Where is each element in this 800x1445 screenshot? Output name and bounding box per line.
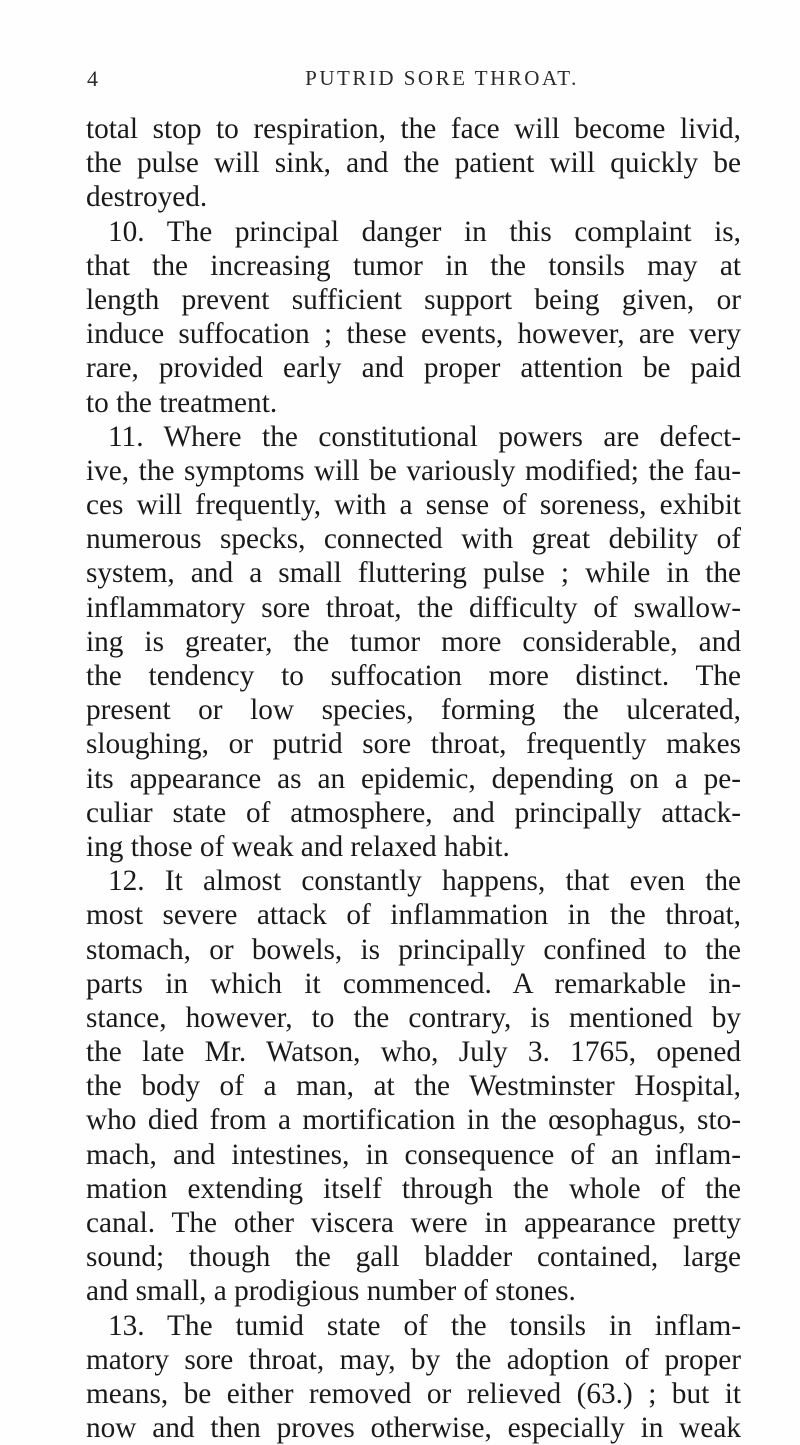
text-line: mach, and intestines, in consequence of an inflam-: [86, 1138, 741, 1171]
text-line: its appearance as an epidemic, depending on a pe-: [86, 762, 741, 795]
text-line: induce suffocation ; these events, however, are very: [86, 318, 741, 351]
text-line: the late Mr. Watson, who, July 3. 1765, opened: [86, 1036, 741, 1069]
text-line: total stop to respiration, the face will become livid,: [86, 113, 741, 145]
text-line: present or low species, forming the ulcerated,: [86, 694, 741, 727]
text-line: matory sore throat, may, by the adoption of proper: [86, 1343, 741, 1376]
text-line: most severe attack of inflammation in the throat,: [86, 899, 741, 932]
text-line: to the treatment.: [86, 386, 278, 419]
text-line: 12. It almost constantly happens, that even the: [108, 865, 741, 898]
text-line: 11. Where the constitutional powers are defect-: [108, 420, 741, 453]
text-line: now and then proves otherwise, especially in weak: [86, 1412, 741, 1445]
page-number: 4: [87, 66, 100, 91]
text-line: the body of a man, at the Westminster Hospital,: [86, 1070, 741, 1103]
text-line: inflammatory sore throat, the difficulty of swallow-: [86, 591, 741, 624]
text-line: culiar state of atmosphere, and principally attack-: [86, 796, 741, 829]
text-line: ing is greater, the tumor more considerable, and: [86, 625, 741, 658]
running-title: PUTRID SORE THROAT.: [305, 66, 579, 90]
body-text: [86, 112, 741, 1445]
text-line: 10. The principal danger in this complaint is,: [108, 215, 741, 248]
text-line: ing those of weak and relaxed habit.: [86, 830, 510, 863]
text-line: ces will frequently, with a sense of soreness, exhibit: [86, 489, 741, 522]
text-line: the pulse will sink, and the patient will quickly be: [86, 147, 741, 180]
text-line: canal. The other viscera were in appearance pretty: [86, 1207, 741, 1239]
text-line: stomach, or bowels, is principally confined to the: [86, 933, 741, 966]
text-line: sloughing, or putrid sore throat, frequently makes: [86, 728, 741, 761]
text-line: and small, a prodigious number of stones.: [86, 1275, 576, 1308]
text-line: destroyed.: [86, 181, 208, 214]
text-line: the tendency to suffocation more distinct. The: [86, 660, 741, 692]
text-line: means, be either removed or relieved (63.) ; but it: [86, 1377, 741, 1410]
text-line: mation extending itself through the whole of the: [86, 1172, 741, 1205]
text-line: numerous specks, connected with great debility of: [86, 523, 741, 556]
text-line: stance, however, to the contrary, is mentioned by: [86, 1001, 741, 1034]
text-line: ive, the symptoms will be variously modified; the fau-: [86, 454, 741, 487]
text-line: system, and a small fluttering pulse ; while in the: [86, 557, 741, 590]
text-line: parts in which it commenced. A remarkable in-: [86, 967, 741, 1000]
text-line: who died from a mortification in the œsophagus, sto-: [86, 1104, 741, 1137]
text-line: that the increasing tumor in the tonsils may at: [86, 249, 741, 282]
text-line: 13. The tumid state of the tonsils in inflam-: [108, 1309, 741, 1342]
text-line: length prevent sufficient support being given, or: [86, 283, 741, 316]
text-line: sound; though the gall bladder contained, large: [86, 1241, 741, 1274]
running-head: [87, 60, 737, 100]
text-line: rare, provided early and proper attention be paid: [86, 352, 741, 385]
